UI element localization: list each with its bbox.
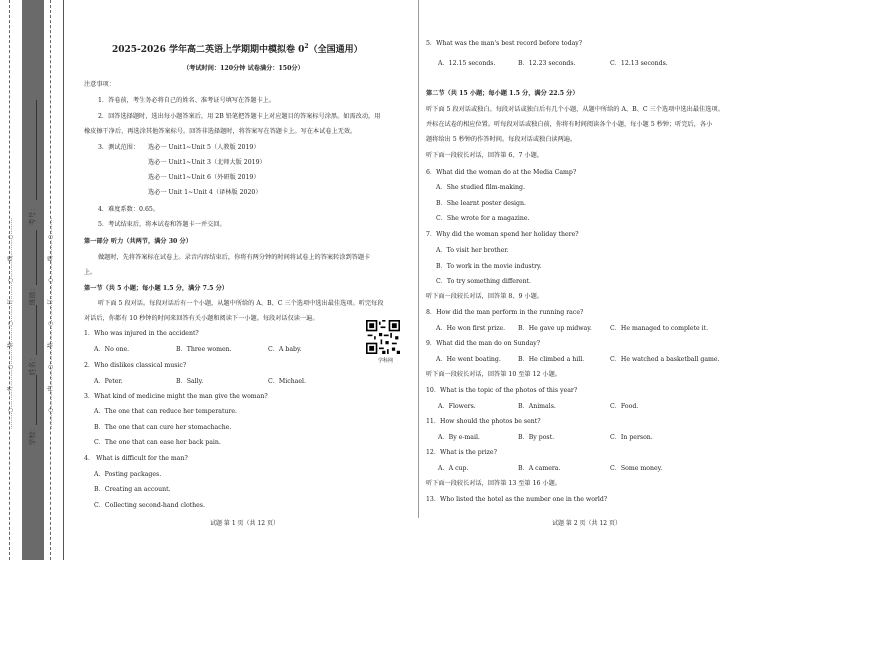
page-1-footer: 试题 第 1 页（共 12 页） [210, 520, 279, 527]
q8-option-a: A．He won first prize. [436, 325, 506, 332]
question-6: 6．What did the woman do at the Media Camp? [426, 169, 577, 176]
note-3-item: 选必一 Unit 1~Unit 4（译林版 2020） [148, 189, 262, 196]
note-3-item: 选必一 Unit1~Unit 5（人教版 2019） [148, 144, 260, 151]
section1-desc-a: 听下面 5 段对话。每段对话后有一个小题，从题中所给的 A、B、C 三个选项中选出最佳选项。听完每段 [98, 300, 384, 307]
question-4: 4． What is difficult for the man? [84, 455, 188, 462]
q9-option-b: B．He climbed a hill. [518, 356, 585, 363]
binding-label-exam-no: 考号： [28, 204, 37, 226]
binding-inner-text: ………○………内………○………装………○………订………○………线………○……… [48, 218, 54, 429]
question-10: 10．What is the topic of the photos of this year? [426, 387, 578, 394]
binding-outer-text: ………○………外………○………装………○………订………○………线………○……… [8, 218, 14, 429]
q2-option-b: B．Sally. [176, 378, 204, 385]
note-2b: 橡皮擦干净后，再选涂其他答案标号。回答非选择题时，将答案写在答题卡上。写在本试卷上无效。 [84, 128, 357, 135]
qr-code-icon [366, 320, 400, 354]
note-5: 5．考试结束后，将本试卷和答题卡一并交回。 [98, 221, 226, 228]
q8-option-b: B．He gave up midway. [518, 325, 592, 332]
q11-option-a: A．By e-mail. [438, 434, 480, 441]
binding-underline-school [36, 375, 37, 425]
question-13: 13．Who listed the hotel as the number one in the world? [426, 496, 608, 503]
q10-option-c: C．Food. [610, 403, 639, 410]
q7-option-b: B．To work in the movie industry. [436, 263, 542, 270]
q11-option-c: C．In person. [610, 434, 653, 441]
binding-label-class: 班级： [28, 284, 37, 306]
q5-option-a: A．12.15 seconds. [438, 60, 496, 67]
note-3-item: 选必一 Unit1~Unit 6（外研版 2019） [148, 174, 260, 181]
dialogue-8-9-intro: 听下面一段较长对话，回答第 8、9 小题。 [426, 293, 543, 300]
note-4: 4．难度系数：0.65。 [98, 206, 160, 213]
note-3-heading: 3．测试范围： [98, 144, 140, 151]
q4-option-c: C．Collecting second-hand clothes. [94, 502, 205, 509]
qr-code-label: 学科网 [378, 358, 394, 364]
q6-option-c: C．She wrote for a magazine. [436, 215, 530, 222]
q6-option-a: A．She studied film-making. [436, 184, 525, 191]
q5-option-b: B．12.23 seconds. [518, 60, 576, 67]
binding-border [63, 0, 64, 560]
part1-desc-b: 上。 [84, 269, 97, 276]
binding-label-name: 姓名： [28, 354, 37, 376]
dialogue-10-12-intro: 听下面一段较长对话，回答第 10 至第 12 小题。 [426, 371, 561, 378]
binding-strip [22, 0, 44, 560]
question-11: 11．How should the photos be sent? [426, 418, 541, 425]
section1-heading: 第一节（共 5 小题；每小题 1.5 分，满分 7.5 分） [84, 285, 228, 292]
question-3: 3．What kind of medicine might the man give the woman? [84, 393, 268, 400]
section2-desc-a: 听下面 5 段对话或独白。每段对话或独白后有几个小题，从题中所给的 A、B、C 三个选项中选出最佳选项。 [426, 106, 724, 113]
dialogue-6-7-intro: 听下面一段较长对话，回答第 6、7 小题。 [426, 152, 543, 159]
binding-underline-class [36, 230, 37, 285]
q12-option-a: A．A cup. [438, 465, 469, 472]
exam-title-tail: （全国通用） [308, 45, 363, 55]
q2-option-a: A．Peter. [94, 378, 123, 385]
exam-title-sup: 2 [304, 43, 309, 50]
exam-title-text: 2025-2026 学年高二英语上学期期中模拟卷 0 [112, 45, 305, 55]
exam-title [112, 42, 363, 55]
q3-option-a: A．The one that can reduce her temperature. [94, 408, 238, 415]
exam-subtitle: （考试时间：120分钟 试卷满分：150分） [183, 65, 304, 72]
binding-label-school: 学校： [28, 424, 37, 446]
question-2: 2．Who dislikes classical music? [84, 362, 187, 369]
q8-option-c: C．He managed to complete it. [610, 325, 709, 332]
q10-option-b: B．Animals. [518, 403, 556, 410]
note-1: 1．答卷前，考生务必将自己的姓名、准考证号填写在答题卡上。 [98, 97, 276, 104]
q4-option-a: A．Posting packages. [94, 471, 162, 478]
q2-option-c: C．Michael. [268, 378, 306, 385]
page-2-footer: 试题 第 2 页（共 12 页） [552, 520, 621, 527]
q1-option-c: C．A baby. [268, 346, 302, 353]
q5-option-c: C．12.13 seconds. [610, 60, 668, 67]
q12-option-b: B．A camera. [518, 465, 561, 472]
section2-heading: 第二节（共 15 小题；每小题 1.5 分，满分 22.5 分） [426, 90, 579, 97]
question-7: 7．Why did the woman spend her holiday there? [426, 231, 579, 238]
part1-heading: 第一部分 听力（共两节，满分 30 分） [84, 238, 192, 245]
q12-option-c: C．Some money. [610, 465, 663, 472]
part1-desc-a: 做题时，先将答案标在试卷上。录音内容结束后，你将有两分钟的时间将试卷上的答案转涂到答题卡 [98, 254, 371, 261]
binding-underline-exam-no [36, 100, 37, 200]
q11-option-b: B．By post. [518, 434, 555, 441]
page-divider [418, 0, 419, 518]
notes-heading: 注意事项： [84, 81, 115, 88]
section2-desc-b: 并标在试卷的相应位置。听每段对话或独白前，你将有时间阅读各个小题，每小题 5 秒钟；听完后，各小 [426, 121, 713, 128]
question-5: 5．What was the man's best record before today? [426, 40, 583, 47]
note-3-item: 选必一 Unit1~Unit 3（北师大版 2019） [148, 159, 266, 166]
q7-option-a: A．To visit her brother. [436, 247, 509, 254]
question-9: 9．What did the man do on Sunday? [426, 340, 541, 347]
q10-option-a: A．Flowers. [438, 403, 476, 410]
binding-underline-name [36, 305, 37, 355]
q9-option-c: C．He watched a basketball game. [610, 356, 720, 363]
note-2a: 2．回答选择题时，选出每小题答案后，用 2B 铅笔把答题卡上对应题目的答案标号涂黑。如需改动，用 [98, 113, 381, 120]
dialogue-13-16-intro: 听下面一段较长对话，回答第 13 至第 16 小题。 [426, 480, 561, 487]
question-12: 12．What is the prize? [426, 449, 497, 456]
q4-option-b: B．Creating an account. [94, 486, 171, 493]
q9-option-a: A．He went boating. [436, 356, 501, 363]
q1-option-a: A．No one. [94, 346, 130, 353]
question-8: 8．How did the man perform in the running race? [426, 309, 584, 316]
section2-desc-c: 题将给出 5 秒钟的作答时间。每段对话或独白读两遍。 [426, 136, 577, 143]
question-1: 1．Who was injured in the accident? [84, 330, 199, 337]
q3-option-c: C．The one that can ease her back pain. [94, 439, 221, 446]
q1-option-b: B．Three women. [176, 346, 232, 353]
q3-option-b: B．The one that can cure her stomachache. [94, 424, 232, 431]
section1-desc-b: 对话后，你都有 10 秒钟的时间来回答有关小题和阅读下一小题。每段对话仅读一遍。 [84, 315, 319, 322]
q7-option-c: C．To try something different. [436, 278, 532, 285]
q6-option-b: B．She learnt poster design. [436, 200, 526, 207]
